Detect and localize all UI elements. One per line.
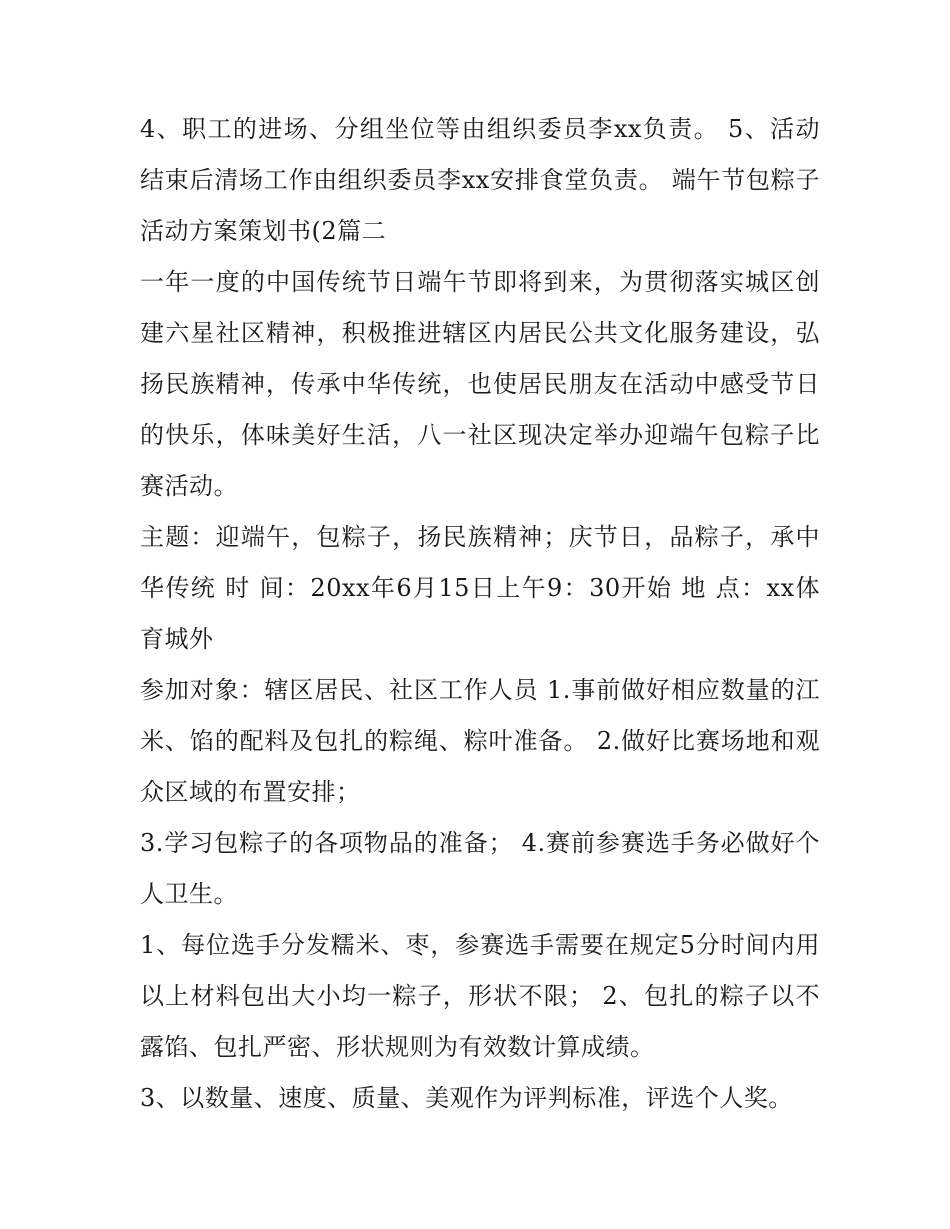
paragraph-introduction: 一年一度的中国传统节日端午节即将到来，为贯彻落实城区创建六星社区精神，积极推进辖区内居民公共文化服务建设，弘扬民族精神，传承中华传统，也使居民朋友在活动中感受节日的快乐，体味美好生活，八一社区现决定举办迎端午包粽子比赛活动。 [140,268,820,500]
paragraph-theme-time-place: 主题：迎端午，包粽子，扬民族精神；庆节日，品粽子，承中华传统 时 间：20xx年6月15日上午9：30开始 地 点：xx体育城外 [140,523,820,653]
paragraph-participants-preparation: 参加对象：辖区居民、社区工作人员 1.事前做好相应数量的江米、馅的配料及包扎的粽绳、粽叶准备。 2.做好比赛场地和观众区域的布置安排； [140,676,820,806]
paragraph-staff-duties: 4、职工的进场、分组坐位等由组织委员李xx负责。 5、活动结束后清场工作由组织委员李xx安排食堂负责。 端午节包粽子活动方案策划书(2篇二 [140,115,820,245]
paragraph-rules: 1、每位选手分发糯米、枣，参赛选手需要在规定5分时间内用以上材料包出大小均一粽子，形状不限； 2、包扎的粽子以不露馅、包扎严密、形状规则为有效数计算成绩。 [140,931,820,1061]
document-body [140,104,820,1124]
paragraph-supplies-hygiene: 3.学习包粽子的各项物品的准备； 4.赛前参赛选手务必做好个人卫生。 [140,829,820,908]
paragraph-judging: 3、以数量、速度、质量、美观作为评判标准，评选个人奖。 [140,1084,793,1112]
